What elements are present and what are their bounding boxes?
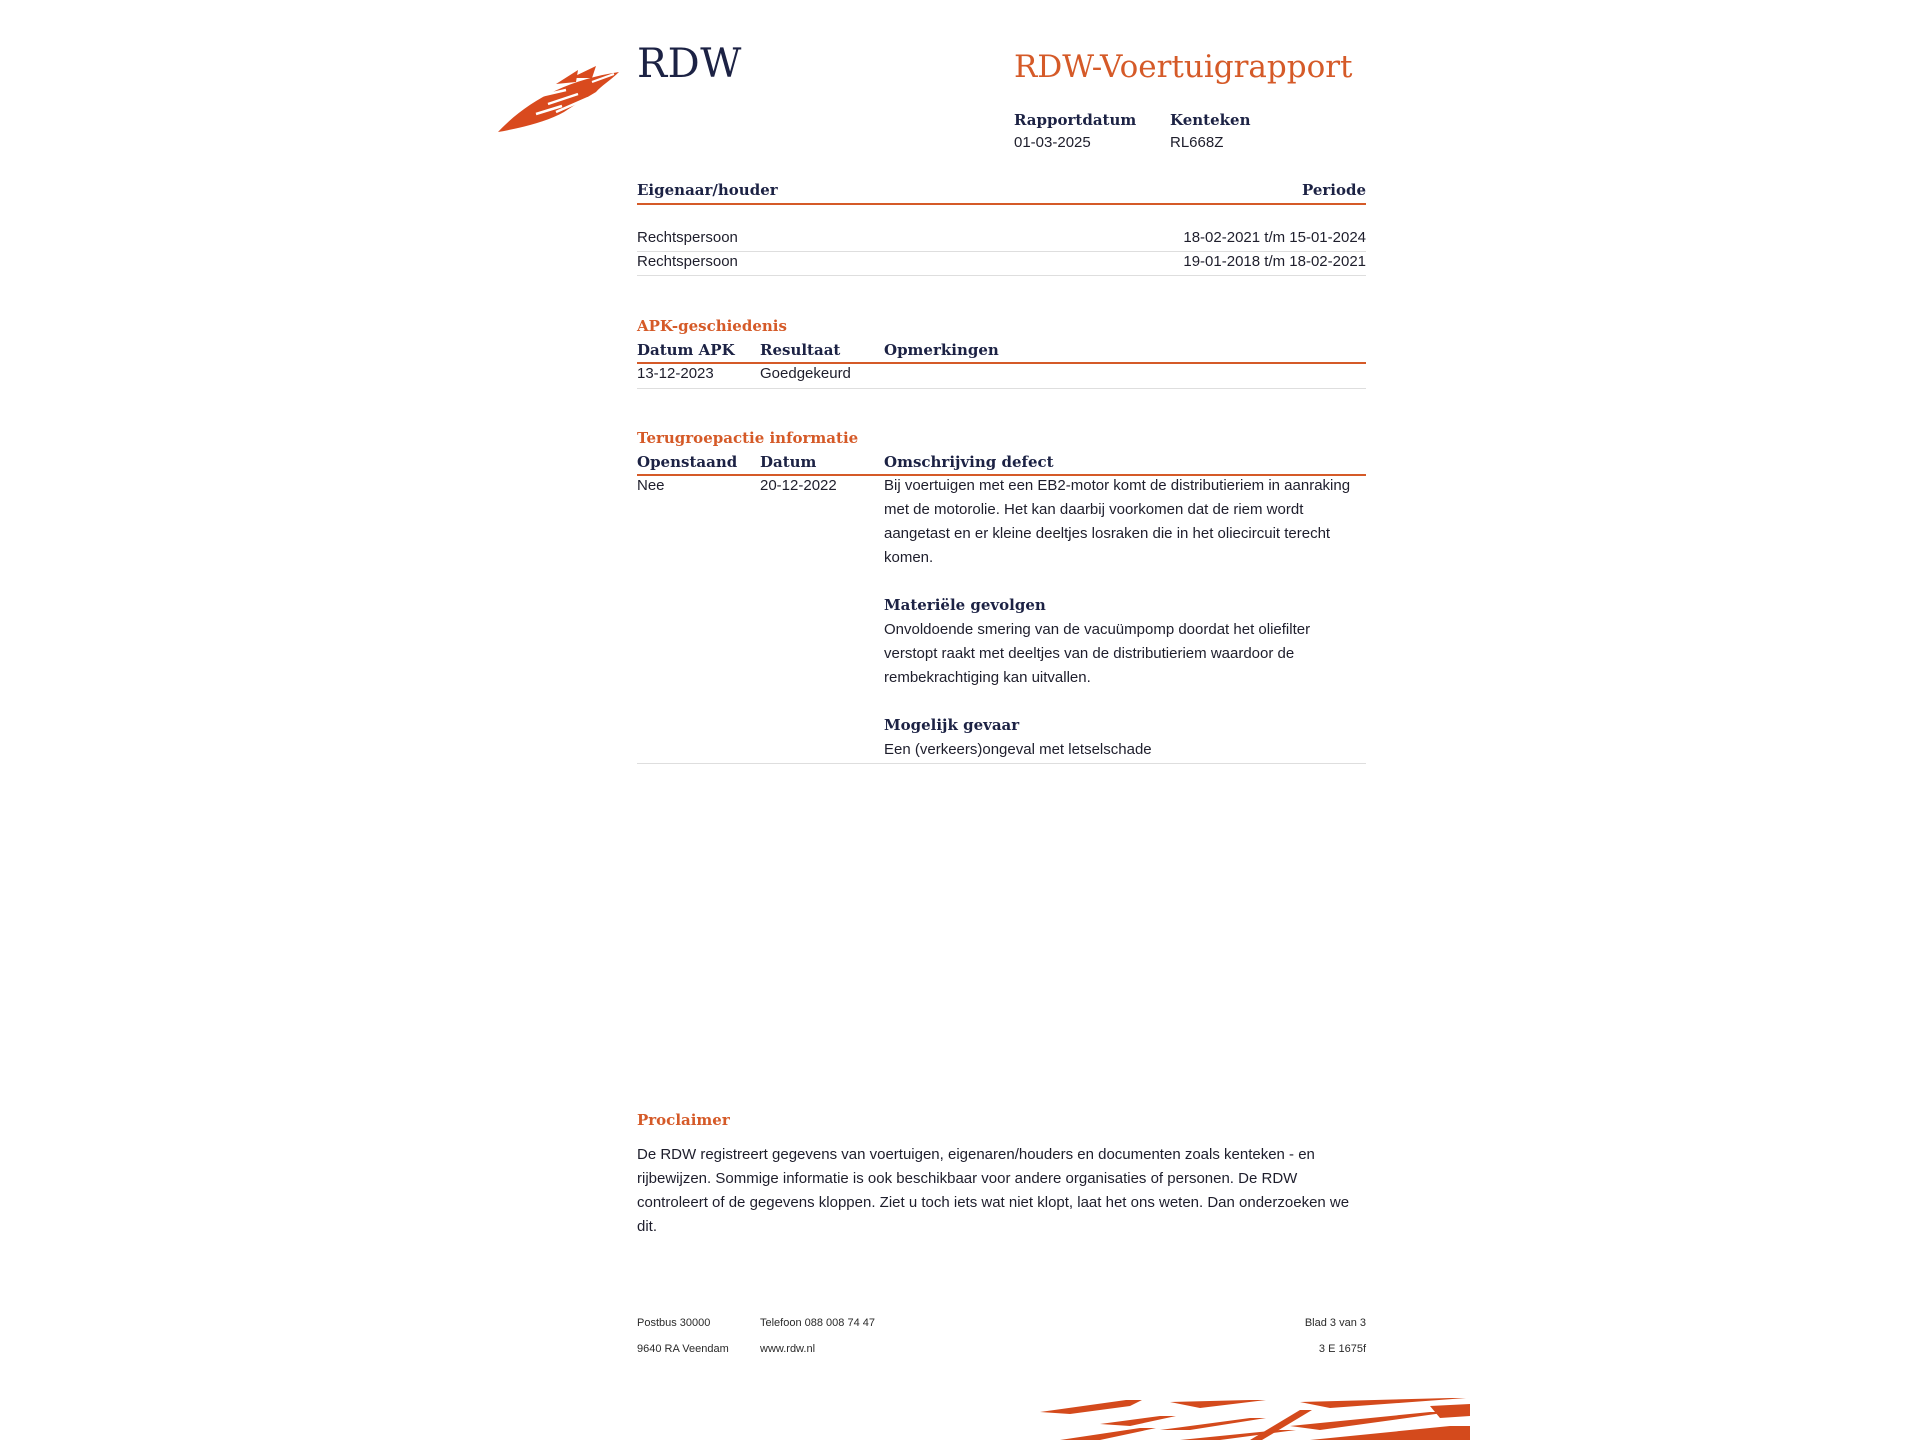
period-column-header: Periode	[1301, 181, 1366, 199]
recall-date-cell: 20-12-2022	[760, 477, 837, 494]
apk-result-column-header: Resultaat	[760, 341, 841, 359]
report-date-label: Rapportdatum	[1014, 111, 1137, 129]
row-divider	[637, 763, 1366, 764]
apk-section-title: APK-geschiedenis	[637, 317, 787, 335]
recall-open-cell: Nee	[637, 477, 665, 494]
row-divider	[637, 388, 1366, 389]
report-date-value: 01-03-2025	[1014, 134, 1091, 151]
row-divider	[637, 275, 1366, 276]
apk-header-rule	[637, 362, 1366, 364]
apk-date-cell: 13-12-2023	[637, 365, 714, 382]
footer-postbus: Postbus 30000	[637, 1317, 711, 1329]
material-consequences-title: Materiële gevolgen	[884, 596, 1046, 614]
report-title: RDW-Voertuigrapport	[1014, 49, 1353, 85]
owner-cell: Rechtspersoon	[637, 229, 738, 246]
rdw-logo-icon	[496, 62, 621, 134]
footer-website: www.rdw.nl	[760, 1343, 816, 1355]
plate-value: RL668Z	[1170, 134, 1224, 151]
brand-name: RDW	[637, 41, 742, 87]
possible-danger-title: Mogelijk gevaar	[884, 716, 1020, 734]
material-consequences-text: Onvoldoende smering van de vacuümpomp doordat het oliefilter verstopt raakt met deeltjes van de distributieriem waardoor de rembekrachtiging kan uitvallen.	[884, 621, 1311, 686]
owners-header-rule	[637, 203, 1366, 205]
period-cell: 19-01-2018 t/m 18-02-2021	[1183, 253, 1366, 270]
recall-section-title: Terugroepactie informatie	[637, 429, 859, 447]
footer-page-number: Blad 3 van 3	[1304, 1317, 1366, 1329]
plate-label: Kenteken	[1170, 111, 1251, 129]
recall-description: Bij voertuigen met een EB2-motor komt de distributieriem in aanraking met de motorolie. Het kan daarbij voorkomen dat de riem wordt aangetast en er kleine deeltjes losraken die in het oliecircuit terecht komen.	[884, 477, 1351, 566]
apk-date-column-header: Datum APK	[637, 341, 735, 359]
recall-description-column-header: Omschrijving defect	[884, 453, 1054, 471]
footer-city: 9640 RA Veendam	[637, 1343, 729, 1355]
proclaimer-text: De RDW registreert gegevens van voertuigen, eigenaren/houders en documenten zoals kenteken - en rijbewijzen. Sommige informatie is ook beschikbaar voor andere organisaties of personen. De RDW controleert of de gegevens kloppen. Ziet u toch iets wat niet klopt, laat het ons weten. Dan onderzoeken we dit.	[637, 1146, 1350, 1235]
proclaimer-title: Proclaimer	[637, 1111, 730, 1129]
footer-document-code: 3 E 1675f	[1318, 1343, 1366, 1355]
period-cell: 18-02-2021 t/m 15-01-2024	[1183, 229, 1366, 246]
owner-column-header: Eigenaar/houder	[637, 181, 778, 199]
apk-remarks-column-header: Opmerkingen	[884, 341, 999, 359]
recall-open-column-header: Openstaand	[637, 453, 738, 471]
row-divider	[637, 251, 1366, 252]
owner-cell: Rechtspersoon	[637, 253, 738, 270]
apk-result-cell: Goedgekeurd	[760, 365, 851, 382]
recall-date-column-header: Datum	[760, 453, 817, 471]
footer-phone: Telefoon 088 008 74 47	[760, 1317, 875, 1329]
possible-danger-text: Een (verkeers)ongeval met letselschade	[884, 741, 1152, 758]
stripe-decoration-icon	[1030, 1396, 1470, 1440]
